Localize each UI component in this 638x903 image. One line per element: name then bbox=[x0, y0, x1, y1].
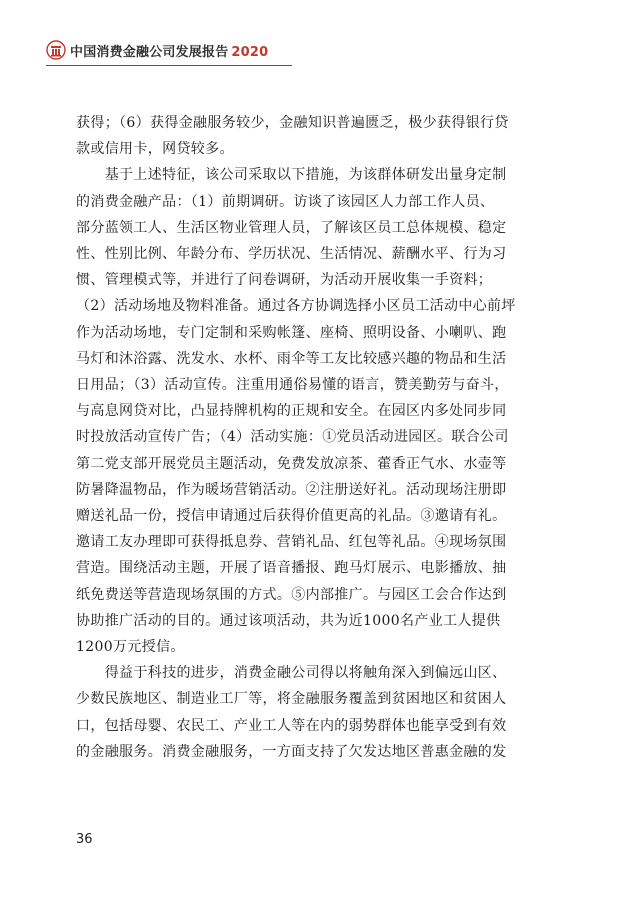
text-line: 协助推广活动的目的。通过该项活动，共为近1000名产业工人提供 bbox=[76, 612, 501, 629]
text-line: 与高息网贷对比，凸显持牌机构的正规和安全。在园区内多处同步同 bbox=[76, 403, 507, 420]
body-text bbox=[76, 110, 556, 765]
text-line: 纸免费送等营造现场氛围的方式。⑤内部推广。与园区工会合作达到 bbox=[76, 586, 507, 603]
report-title bbox=[70, 41, 268, 60]
text-line: 防暑降温物品，作为暖场营销活动。②注册送好礼。活动现场注册即 bbox=[76, 481, 507, 498]
header-divider bbox=[46, 65, 292, 66]
text-line: 1200万元授信。 bbox=[76, 639, 185, 656]
text-line: 马灯和沐浴露、洗发水、水杯、雨伞等工友比较感兴趣的物品和生活 bbox=[76, 350, 507, 367]
text-line: 得益于科技的进步，消费金融公司得以将触角深入到偏远山区、 bbox=[76, 665, 507, 682]
report-year: 2020 bbox=[231, 44, 269, 60]
institution-seal-icon bbox=[46, 40, 66, 60]
report-title-text: 中国消费金融公司发展报告 bbox=[70, 44, 229, 60]
text-line: 性、性别比例、年龄分布、学历状况、生活情况、薪酬水平、行为习 bbox=[76, 246, 507, 263]
text-line: 少数民族地区、制造业工厂等，将金融服务覆盖到贫困地区和贫困人 bbox=[76, 691, 507, 708]
text-line: 赠送礼品一份，授信申请通过后获得价值更高的礼品。③邀请有礼。 bbox=[76, 508, 507, 525]
text-line: 作为活动场地，专门定制和采购帐篷、座椅、照明设备、小喇叭、跑 bbox=[76, 324, 507, 341]
text-line: 基于上述特征，该公司采取以下措施，为该群体研发出量身定制 bbox=[76, 167, 507, 184]
text-line: 营造。围绕活动主题，开展了语音播报、跑马灯展示、电影播放、抽 bbox=[76, 560, 507, 577]
text-line: 邀请工友办理即可获得抵息券、营销礼品、红包等礼品。④现场氛围 bbox=[76, 534, 507, 551]
text-line: 惯、管理模式等，并进行了问卷调研，为活动开展收集一手资料； bbox=[76, 272, 493, 289]
text-line: 的消费金融产品：（1）前期调研。访谈了该园区人力部工作人员、 bbox=[76, 193, 495, 210]
text-line: 部分蓝领工人、生活区物业管理人员，了解该区员工总体规模、稳定 bbox=[76, 219, 507, 236]
text-line: 款或信用卡，网贷较多。 bbox=[76, 141, 234, 158]
text-line: 日用品；（3）活动宣传。注重用通俗易懂的语言，赞美勤劳与奋斗， bbox=[76, 377, 509, 394]
text-line: 口，包括母婴、农民工、产业工人等在内的弱势群体也能享受到有效 bbox=[76, 717, 507, 734]
text-line: 时投放活动宣传广告；（4）活动实施：①党员活动进园区。联合公司 bbox=[76, 429, 509, 446]
text-line: 的金融服务。消费金融服务，一方面支持了欠发达地区普惠金融的发 bbox=[76, 743, 507, 760]
text-line: （2）活动场地及物料准备。通过各方协调选择小区员工活动中心前坪 bbox=[76, 298, 516, 315]
text-line: 第二党支部开展党员主题活动，免费发放凉茶、藿香正气水、水壶等 bbox=[76, 455, 507, 472]
page-number: 36 bbox=[76, 832, 93, 847]
page-header bbox=[46, 40, 268, 60]
text-line: 获得；（6）获得金融服务较少，金融知识普遍匮乏，极少获得银行贷 bbox=[76, 115, 509, 131]
